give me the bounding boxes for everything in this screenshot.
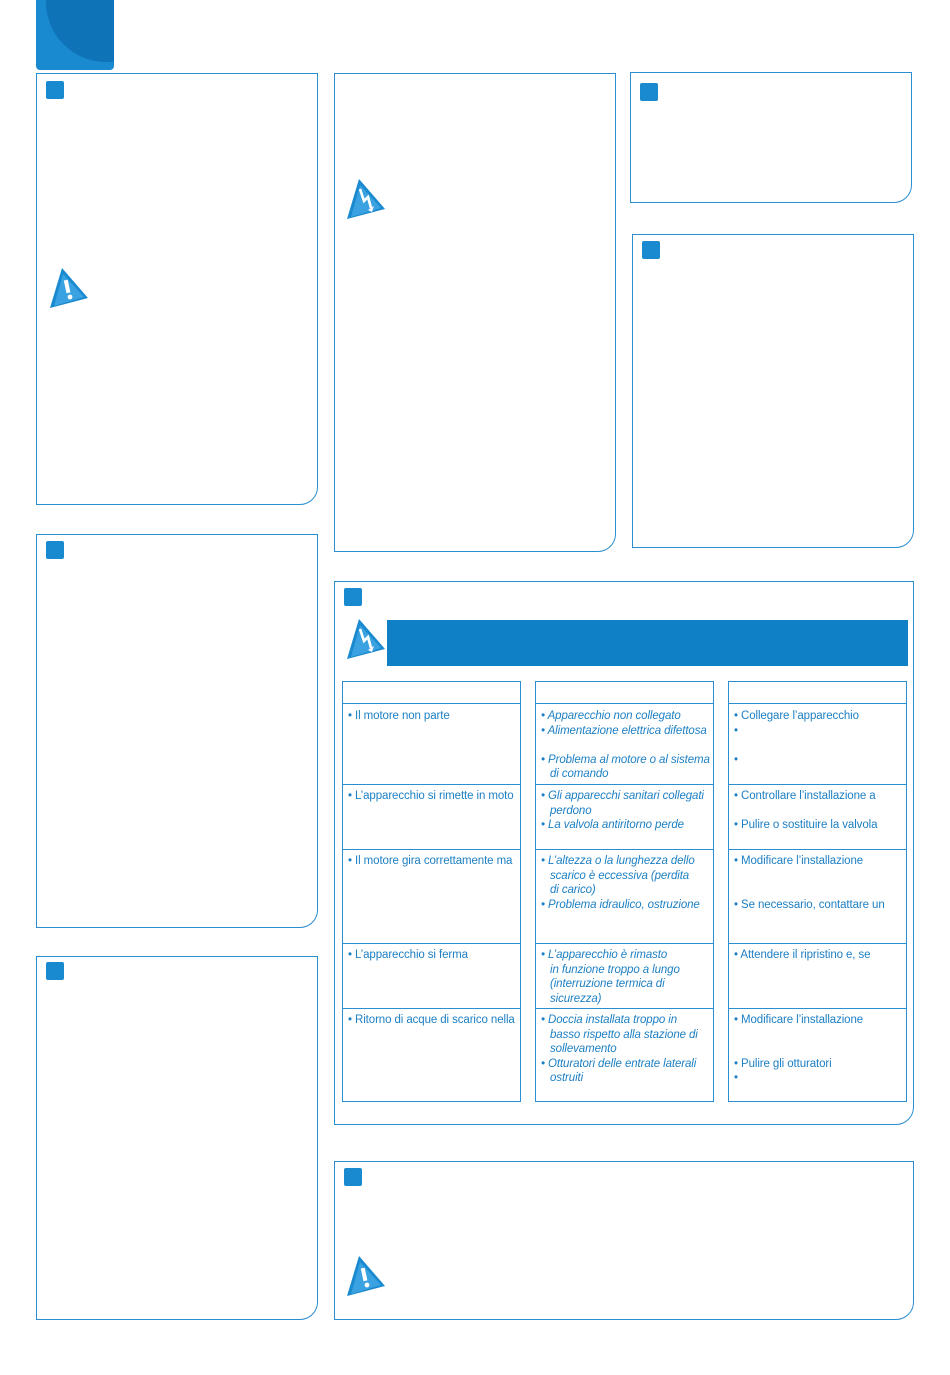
table-row: • Modificare l’installazione • Pulire gli otturatori • xyxy=(729,1008,906,1101)
section-panel-3 xyxy=(36,956,318,1320)
table-column-solutions xyxy=(728,681,907,1102)
section-marker xyxy=(46,541,64,559)
electric-hazard-icon xyxy=(343,177,389,221)
section-panel-1 xyxy=(36,73,318,505)
table-row: • Ritorno di acque di scarico nella xyxy=(343,1008,520,1101)
warning-triangle-icon xyxy=(343,1254,389,1298)
section-panel-4 xyxy=(334,73,616,552)
table-row: • Controllare l’installazione a • Pulire o sostituire la valvola xyxy=(729,784,906,849)
section-marker xyxy=(46,962,64,980)
column-header xyxy=(536,682,713,704)
table-row: • Il motore gira correttamente ma xyxy=(343,849,520,943)
table-row: • Modificare l’installazione • Se necessario, contattare un xyxy=(729,849,906,943)
warning-triangle-icon xyxy=(46,266,92,310)
table-column-causes xyxy=(535,681,714,1102)
table-row: • Attendere il ripristino e, se xyxy=(729,943,906,1008)
table-column-problems xyxy=(342,681,521,1102)
table-row: • Apparecchio non collegato • Alimentazione elettrica difettosa • Problema al motore o al sistema di comando xyxy=(541,710,710,780)
section-panel-2 xyxy=(36,534,318,928)
section-marker xyxy=(642,241,660,259)
table-row: • L’apparecchio si rimette in moto xyxy=(343,784,520,849)
column-header xyxy=(343,682,520,704)
table-row: • L’apparecchio si ferma xyxy=(343,943,520,1008)
section-marker xyxy=(344,1168,362,1186)
table-row: • Il motore non parte xyxy=(348,710,450,722)
electric-hazard-icon xyxy=(343,617,389,661)
section-marker xyxy=(344,588,362,606)
troubleshooting-header-bar xyxy=(387,620,908,666)
section-marker xyxy=(640,83,658,101)
table-row: • L’altezza o la lunghezza dello scarico è eccessiva (perdita di carico) • Problema idraulico, ostruzione xyxy=(536,849,713,943)
section-panel-8 xyxy=(334,1161,914,1320)
section-marker xyxy=(46,81,64,99)
column-header xyxy=(729,682,906,704)
section-panel-5 xyxy=(630,72,912,203)
table-row: • Gli apparecchi sanitari collegati perdono • La valvola antiritorno perde xyxy=(536,784,713,849)
table-row: • L’apparecchio è rimasto in funzione troppo a lungo (interruzione termica di sicurezza) xyxy=(536,943,713,1008)
table-row: • Collegare l’apparecchio • • xyxy=(734,710,859,766)
table-row: • Doccia installata troppo in basso rispetto alla stazione di sollevamento • Otturatori delle entrate laterali ostruiti xyxy=(536,1008,713,1101)
page-corner-tab xyxy=(36,0,114,70)
section-panel-6 xyxy=(632,234,914,548)
